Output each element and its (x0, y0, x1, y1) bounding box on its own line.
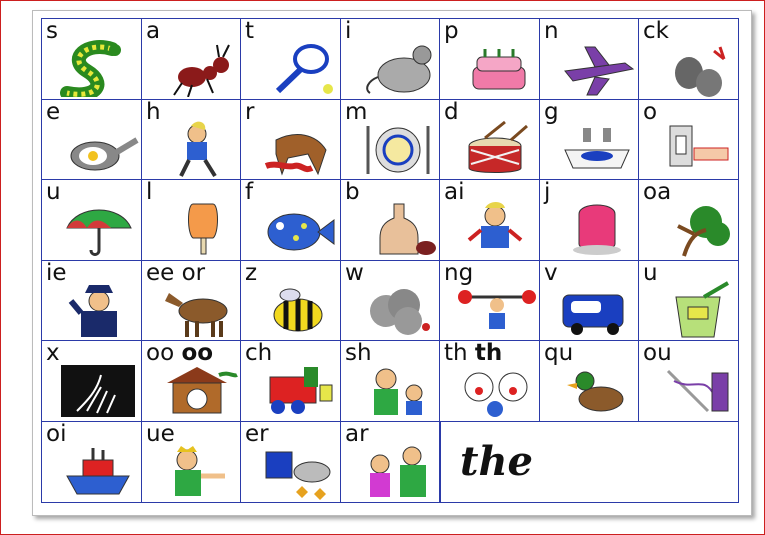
sound-card (141, 179, 242, 261)
sound-card (539, 340, 640, 422)
sound-label: v (544, 260, 558, 286)
cooking-pot-icon (256, 442, 338, 500)
sound-card (141, 18, 242, 100)
bee-icon (256, 281, 338, 339)
sound-label: ng (444, 260, 474, 286)
sound-label: ie (46, 260, 67, 286)
sound-label: u (643, 260, 658, 286)
sound-card (539, 260, 640, 342)
umbrella-icon (57, 200, 139, 258)
snake-icon (57, 39, 139, 97)
egg-frying-pan-icon (57, 120, 139, 178)
sound-label: a (146, 18, 161, 44)
sound-label: m (345, 99, 368, 125)
sound-label: ee or (146, 260, 206, 286)
duck-icon (555, 361, 637, 419)
sound-label: o (643, 99, 658, 125)
bottle-icon (356, 200, 438, 258)
sound-label: s (46, 18, 58, 44)
sound-label: ai (444, 179, 465, 205)
boy-pointing-icon (157, 442, 239, 500)
sound-card (41, 99, 142, 181)
sound-label: ue (146, 421, 175, 447)
sound-card (240, 179, 341, 261)
sound-card (340, 340, 441, 422)
sound-label: ou (643, 340, 672, 366)
sound-label: ck (643, 18, 669, 44)
sound-label: th th (444, 340, 503, 366)
sound-label: sh (345, 340, 372, 366)
sound-grid (41, 18, 739, 502)
tree-icon (654, 200, 736, 258)
sound-card (240, 260, 341, 342)
sound-label: g (544, 99, 559, 125)
sound-label: qu (544, 340, 574, 366)
sound-card (240, 99, 341, 181)
sound-card (340, 260, 441, 342)
sound-card (439, 179, 540, 261)
sound-label: ar (345, 421, 369, 447)
sound-card (41, 179, 142, 261)
sound-card (41, 421, 142, 503)
light-switch-icon (654, 120, 736, 178)
sound-card (141, 421, 242, 503)
fish-icon (256, 200, 338, 258)
clowns-icon (455, 361, 537, 419)
plate-cutlery-icon (356, 120, 438, 178)
sound-card (240, 340, 341, 422)
sound-label: t (245, 18, 255, 44)
girl-panting-icon (157, 120, 239, 178)
sound-label: w (345, 260, 364, 286)
sound-card (240, 18, 341, 100)
sound-card (439, 260, 540, 342)
yogurt-pot-icon (654, 281, 736, 339)
birthday-cake-icon (455, 39, 537, 97)
sound-card (340, 18, 441, 100)
sound-label: d (444, 99, 459, 125)
sound-card (41, 18, 142, 100)
sound-card (340, 179, 441, 261)
sound-card (439, 340, 540, 422)
sound-card (41, 340, 142, 422)
sound-label: r (245, 99, 255, 125)
sound-label: e (46, 99, 61, 125)
sound-label: f (245, 179, 254, 205)
sound-card (141, 99, 242, 181)
boy-hand-to-ear-icon (455, 200, 537, 258)
children-shush-icon (356, 361, 438, 419)
jelly-icon (555, 200, 637, 258)
sound-label: p (444, 18, 459, 44)
sound-card (240, 421, 341, 503)
sound-card (638, 99, 739, 181)
sound-card (638, 260, 739, 342)
drum-icon (455, 120, 537, 178)
van-icon (555, 281, 637, 339)
donkey-icon (157, 281, 239, 339)
sound-card (638, 340, 739, 422)
sailor-saluting-icon (57, 281, 139, 339)
doctor-boy-icon (356, 442, 438, 500)
sound-card (340, 99, 441, 181)
sound-label: i (345, 18, 352, 44)
sound-label: oa (643, 179, 672, 205)
mouse-icon (356, 39, 438, 97)
sound-card (439, 99, 540, 181)
sound-label: oo oo (146, 340, 214, 366)
sound-label: j (544, 179, 551, 205)
sound-card (638, 179, 739, 261)
cloud-wind-icon (356, 281, 438, 339)
tricky-word: the (460, 438, 534, 485)
sound-card (439, 18, 540, 100)
dog-tearing-rag-icon (256, 120, 338, 178)
boat-icon (57, 442, 139, 500)
sound-card (41, 260, 142, 342)
sound-card (638, 18, 739, 100)
needle-thread-icon (654, 361, 736, 419)
sound-card (539, 99, 640, 181)
sound-label: u (46, 179, 61, 205)
sink-drain-icon (555, 120, 637, 178)
sound-label: z (245, 260, 258, 286)
x-ray-icon (57, 361, 139, 419)
ice-lolly-icon (157, 200, 239, 258)
sound-label: b (345, 179, 360, 205)
airplane-icon (555, 39, 637, 97)
sound-label: oi (46, 421, 67, 447)
sound-label: x (46, 340, 60, 366)
train-icon (256, 361, 338, 419)
sound-label: h (146, 99, 161, 125)
sound-card (539, 18, 640, 100)
sound-card (141, 260, 242, 342)
sound-card (340, 421, 441, 503)
sound-label: l (146, 179, 153, 205)
ant-icon (157, 39, 239, 97)
sound-card (141, 340, 242, 422)
tricky-word-card (439, 421, 739, 503)
weightlifter-icon (455, 281, 537, 339)
phonics-sheet (32, 10, 752, 516)
sound-label: er (245, 421, 269, 447)
sound-label: n (544, 18, 559, 44)
cuckoo-clock-icon (157, 361, 239, 419)
castanets-icon (654, 39, 736, 97)
sound-card (539, 179, 640, 261)
tennis-racket-icon (256, 39, 338, 97)
sound-label: ch (245, 340, 273, 366)
